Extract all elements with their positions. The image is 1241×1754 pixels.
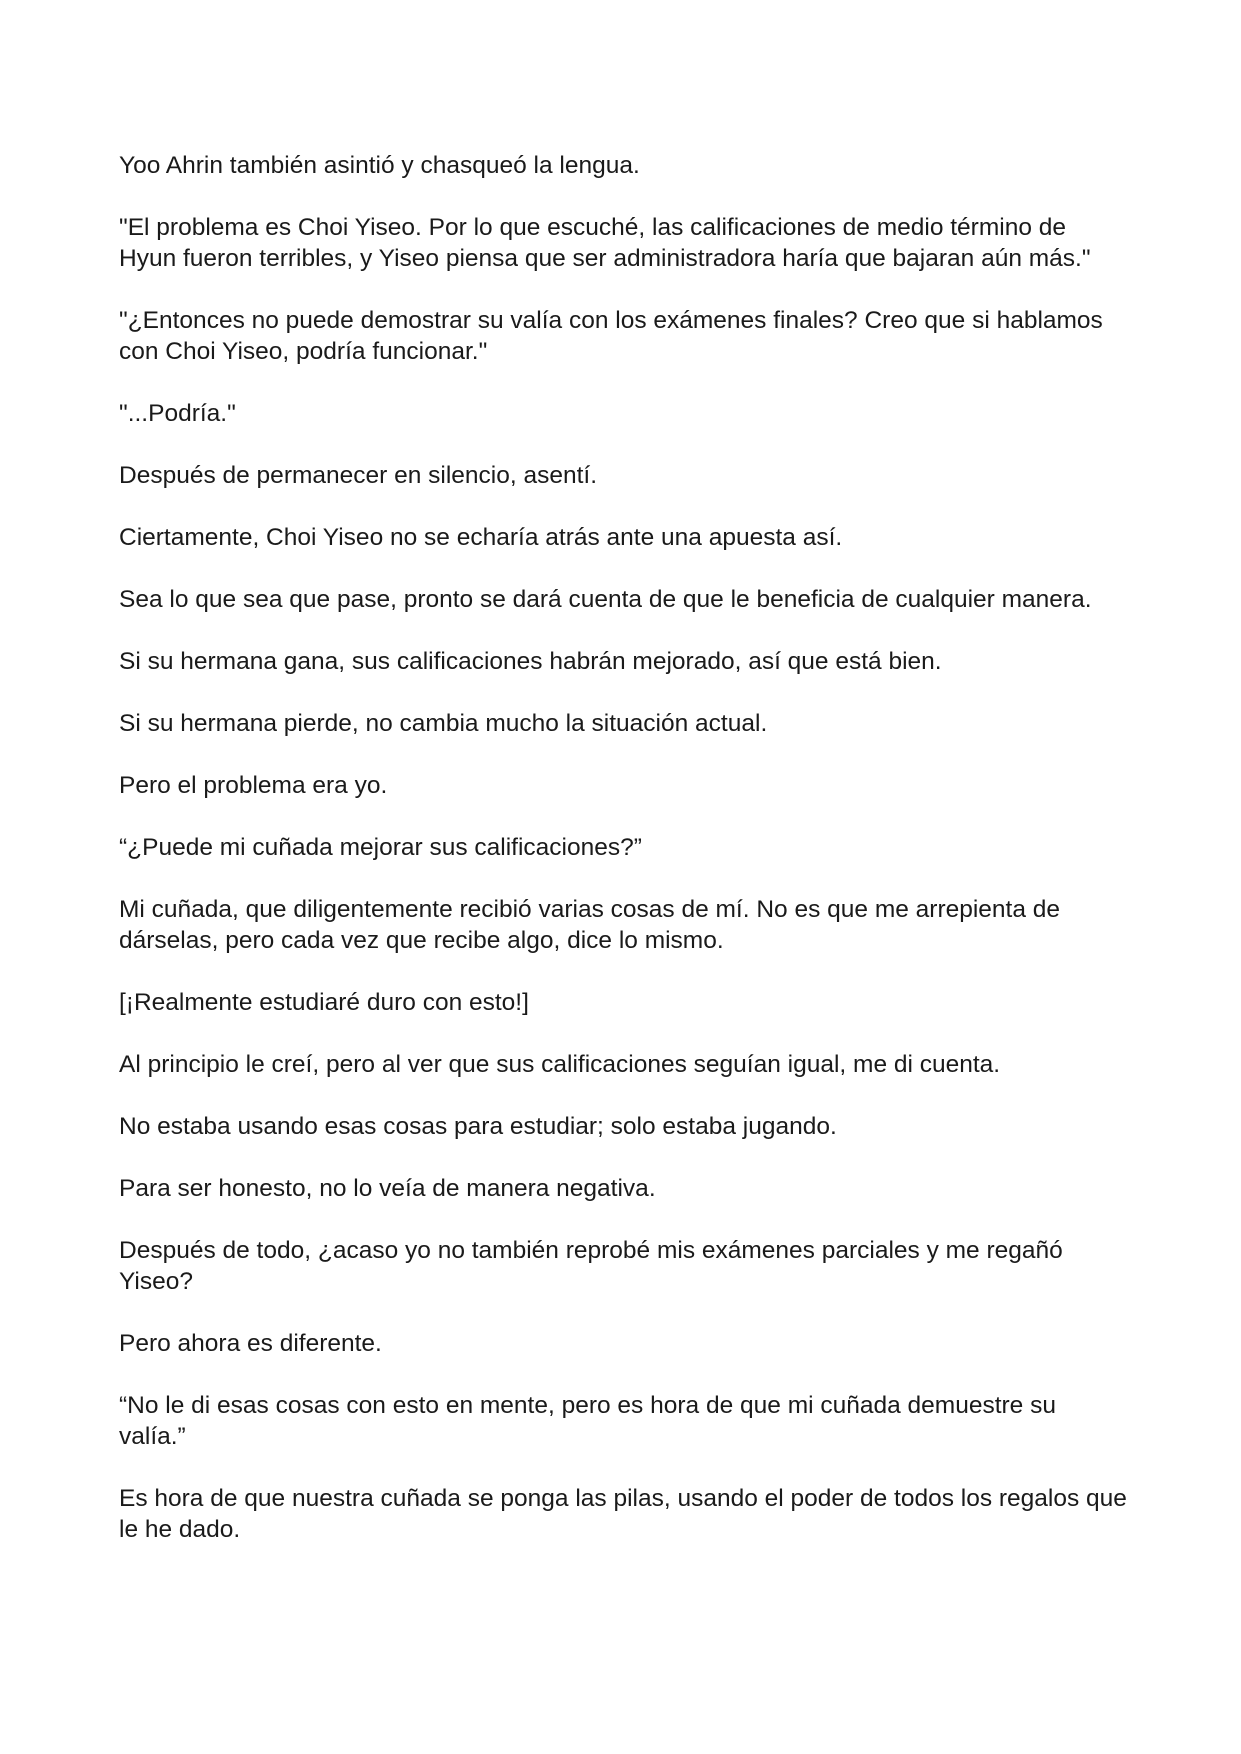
paragraph: "El problema es Choi Yiseo. Por lo que escuché, las calificaciones de medio término de Hyun fueron terribles, y Yiseo piensa que ser administradora haría que bajaran aún más." — [119, 214, 1091, 272]
paragraph: “¿Puede mi cuñada mejorar sus calificaciones?” — [119, 834, 642, 861]
paragraph: Después de todo, ¿acaso yo no también reprobé mis exámenes parciales y me regañó Yiseo? — [119, 1237, 1063, 1295]
paragraph: "...Podría." — [119, 400, 236, 427]
paragraph: Si su hermana gana, sus calificaciones habrán mejorado, así que está bien. — [119, 648, 942, 675]
paragraph: Pero ahora es diferente. — [119, 1330, 382, 1357]
paragraph: Pero el problema era yo. — [119, 772, 388, 799]
paragraph: Si su hermana pierde, no cambia mucho la situación actual. — [119, 710, 768, 737]
paragraph: Sea lo que sea que pase, pronto se dará cuenta de que le beneficia de cualquier manera. — [119, 586, 1092, 613]
paragraph: Yoo Ahrin también asintió y chasqueó la lengua. — [119, 152, 640, 179]
document-body — [119, 150, 1129, 1576]
paragraph: No estaba usando esas cosas para estudiar; solo estaba jugando. — [119, 1113, 837, 1140]
paragraph: Al principio le creí, pero al ver que sus calificaciones seguían igual, me di cuenta. — [119, 1051, 1001, 1078]
paragraph: "¿Entonces no puede demostrar su valía con los exámenes finales? Creo que si hablamos con Choi Yiseo, podría funcionar." — [119, 307, 1103, 365]
paragraph: Después de permanecer en silencio, asentí. — [119, 462, 598, 489]
paragraph: Ciertamente, Choi Yiseo no se echaría atrás ante una apuesta así. — [119, 524, 843, 551]
paragraph: Para ser honesto, no lo veía de manera negativa. — [119, 1175, 656, 1202]
paragraph: “No le di esas cosas con esto en mente, pero es hora de que mi cuñada demuestre su valía.” — [119, 1392, 1056, 1450]
paragraph: Es hora de que nuestra cuñada se ponga las pilas, usando el poder de todos los regalos que le he dado. — [119, 1485, 1127, 1543]
paragraph: [¡Realmente estudiaré duro con esto!] — [119, 989, 529, 1016]
paragraph: Mi cuñada, que diligentemente recibió varias cosas de mí. No es que me arrepienta de dárselas, pero cada vez que recibe algo, dice lo mismo. — [119, 896, 1061, 954]
